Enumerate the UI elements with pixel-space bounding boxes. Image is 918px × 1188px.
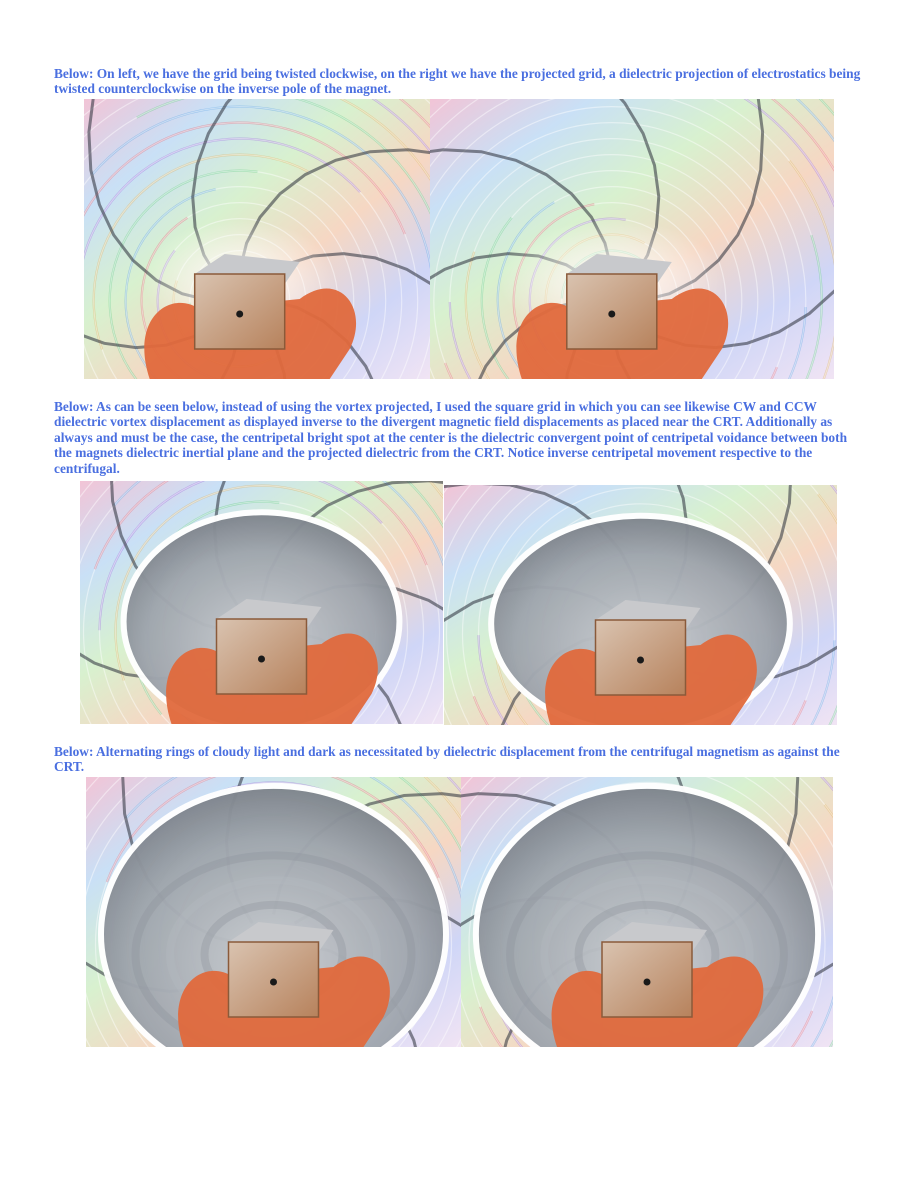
photo-cloudy-rings-left: [86, 777, 461, 1047]
caption-cloudy-rings: Below: Alternating rings of cloudy light and dark as necessitated by dielectric displacement from the centrifugal magnetism as against the CRT.: [54, 744, 840, 775]
caption-square-grid-vortex: Below: As can be seen below, instead of using the vortex projected, I used the square grid in which you can see likewise CW and CCW dielectric vortex displacement as displayed inverse to the divergent magnetic field displacements as placed near the CRT. Additionally as always and must be the case, the centripetal bright spot at the center is the dielectric convergent point of centripetal voidance between both the magnets dielectric inertial plane and the projected dielectric from the CRT. Notice inverse centripetal movement respective to the centrifugal.: [54, 399, 848, 476]
photo-square-grid-cw-vortex: [80, 481, 443, 724]
photo-grid-twisted-counterclockwise: [430, 99, 834, 379]
photo-grid-twisted-clockwise: [84, 99, 430, 379]
photo-square-grid-ccw-vortex: [444, 485, 837, 725]
photo-cloudy-rings-right: [461, 777, 833, 1047]
caption-grid-twist: Below: On left, we have the grid being twisted clockwise, on the right we have the projected grid, a dielectric projection of electrostatics being twisted counterclockwise on the inverse pole of the magnet.: [54, 66, 861, 97]
